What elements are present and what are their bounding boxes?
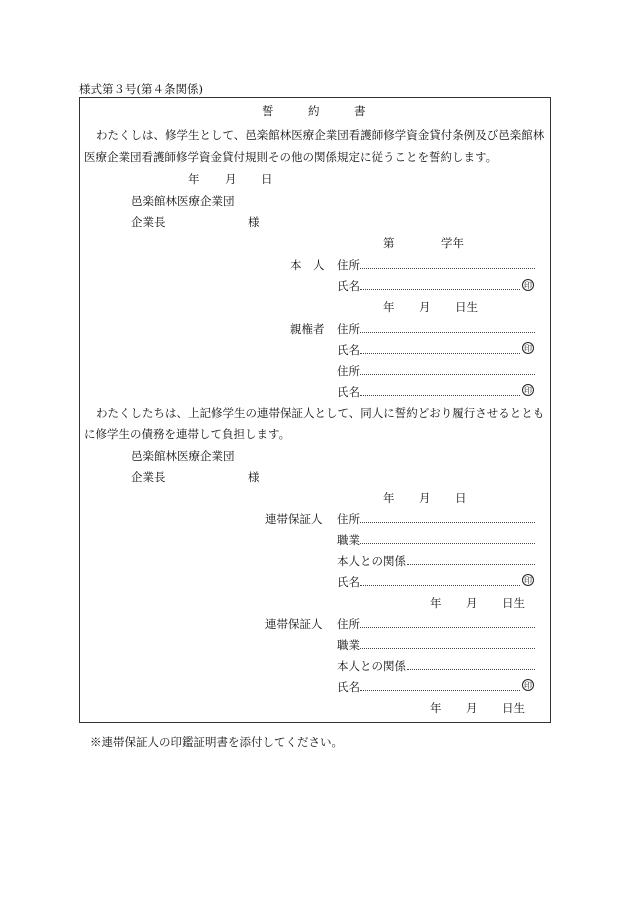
guarantor1-name-line[interactable] <box>360 585 520 586</box>
guarantee-paragraph-line-2: に修学生の債務を連帯して負担します。 <box>84 427 291 441</box>
date-month-label: 月 <box>419 491 431 505</box>
guarantor1-birth-month: 月 <box>466 596 478 610</box>
guarantor1-job-label: 職業 <box>337 533 360 547</box>
guardian1-name-line[interactable] <box>360 353 520 354</box>
grade-dai-label: 第 <box>383 236 395 250</box>
birth-month-label: 月 <box>419 300 431 314</box>
date-year-label: 年 <box>383 491 395 505</box>
date-month-label: 月 <box>225 172 237 186</box>
guarantee-paragraph-line-1: わたくしたちは、上記修学生の連帯保証人として、同人に誓約どおり履行させるととも <box>96 406 545 420</box>
guarantor2-label: 連帯保証人 <box>265 617 323 631</box>
guarantor1-relation-line[interactable] <box>407 564 535 565</box>
seal-icon: 印 <box>524 344 532 353</box>
guarantor1-birth-day: 日生 <box>502 596 525 610</box>
guardian2-name-label: 氏名 <box>337 385 360 399</box>
document-title: 誓 約 書 <box>262 104 366 118</box>
guarantor1-name-label: 氏名 <box>337 575 360 589</box>
honorific: 様 <box>248 215 260 229</box>
student-name-line[interactable] <box>360 289 520 290</box>
guarantor1-relation-label: 本人との関係 <box>337 554 406 568</box>
seal-icon: 印 <box>524 386 532 395</box>
guardian1-address-line[interactable] <box>360 332 535 333</box>
organization-head: 企業長 <box>131 470 166 484</box>
date-year-label: 年 <box>188 172 200 186</box>
guardian-label: 親権者 <box>290 322 325 336</box>
guarantor2-relation-label: 本人との関係 <box>337 659 406 673</box>
honorific: 様 <box>248 470 260 484</box>
guarantor2-name-label: 氏名 <box>337 680 360 694</box>
seal-icon: 印 <box>524 281 532 290</box>
pledge-paragraph-line-2: 医療企業団看護師修学資金貸付規則その他の関係規定に従うことを誓約します。 <box>84 150 498 164</box>
guardian1-name-label: 氏名 <box>337 343 360 357</box>
organization-head: 企業長 <box>131 215 166 229</box>
footnote: ※連帯保証人の印鑑証明書を添付してください。 <box>90 735 343 749</box>
guardian2-address-line[interactable] <box>360 374 535 375</box>
guardian1-address-label: 住所 <box>337 322 360 336</box>
guarantor2-job-line[interactable] <box>360 648 535 649</box>
grade-gakunen-label: 学年 <box>441 236 464 250</box>
birth-year-label: 年 <box>383 300 395 314</box>
date-day-label: 日 <box>455 491 467 505</box>
guarantor1-label: 連帯保証人 <box>265 512 323 526</box>
guarantor1-birth-year: 年 <box>430 596 442 610</box>
guarantor2-relation-line[interactable] <box>407 669 535 670</box>
guarantor2-job-label: 職業 <box>337 638 360 652</box>
guarantor2-birth-month: 月 <box>466 701 478 715</box>
student-label: 本 人 <box>290 258 325 272</box>
seal-icon: 印 <box>524 576 532 585</box>
guarantor2-birth-year: 年 <box>430 701 442 715</box>
guardian2-name-line[interactable] <box>360 395 520 396</box>
guarantor2-name-line[interactable] <box>360 690 520 691</box>
student-address-label: 住所 <box>337 258 360 272</box>
guarantor1-address-label: 住所 <box>337 512 360 526</box>
guarantor1-address-line[interactable] <box>360 522 535 523</box>
guarantor2-birth-day: 日生 <box>502 701 525 715</box>
form-number-label: 様式第３号(第４条関係) <box>79 82 203 96</box>
guarantor1-job-line[interactable] <box>360 543 535 544</box>
organization-name: 邑楽館林医療企業団 <box>131 194 235 208</box>
student-address-line[interactable] <box>360 268 535 269</box>
date-day-label: 日 <box>261 172 273 186</box>
birth-day-label: 日生 <box>455 300 478 314</box>
guarantor2-address-line[interactable] <box>360 627 535 628</box>
pledge-paragraph-line-1: わたくしは、修学生として、邑楽館林医療企業団看護師修学資金貸付条例及び邑楽館林 <box>96 128 545 142</box>
guarantor2-address-label: 住所 <box>337 617 360 631</box>
guardian2-address-label: 住所 <box>337 364 360 378</box>
student-name-label: 氏名 <box>337 279 360 293</box>
seal-icon: 印 <box>524 681 532 690</box>
organization-name: 邑楽館林医療企業団 <box>131 449 235 463</box>
